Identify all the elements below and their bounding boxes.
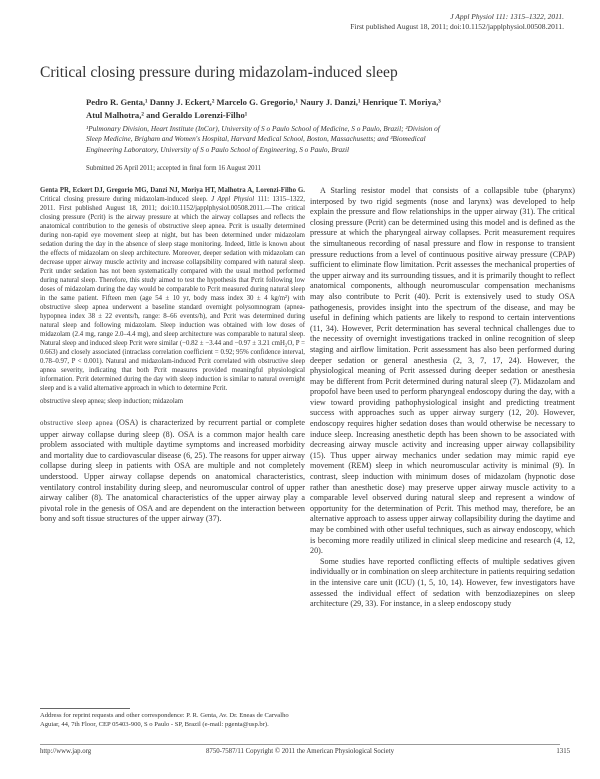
intro-text: (OSA) is characterized by recurrent partial or complete upper airway collapse during sleep (8). OSA is a common major health care problem associated with multiple daytime symptoms and increased morbidity and mortality due to cardiovascular disease (6, 25). The reasons for upper airway collapse during sleep in patients with OSA are multiple and not completely understood. Upper airway collapse depends on anatomical characteristics, ventilatory control instability during sleep, and neuromuscular control of upper airway caliber (8). The anatomical characteristics of the upper airway play a pivotal role in the genesis of OSA and are dependent on the interaction between bony and soft tissue structures of the upper airway (37). [40,418,306,524]
author-list [86,96,576,121]
journal-header [204,12,564,32]
left-column [40,186,305,525]
affiliation-line-3: Engineering Laboratory, University of S o Paulo School of Engineering, S o Paulo, Brazil [86,144,350,154]
paragraph-starling: A Starling resistor model that consists of a collapsible tube (pharynx) interposed by two rigid segments (nose and larynx) was developed to help explain the pressure and flow relationships in the upper airway (31). The critical closing pressure (Pcrit) can be determined using this model and is defined as the pressure at which the pharyngeal airway collapses. Pcrit measurement requires the simultaneous recording of nasal pressure and flow in response to transient pressure reductions from a level of continuous positive airway pressure (CPAP) sufficient to eliminate flow limitation. Pcrit assesses the mechanical properties of the upper airway and its surrounding tissues, and it is primarily thought to reflect anatomical components, although neuromuscular compensation mechanisms may also contribute to Pcrit (40). Pcrit is extensively used to study OSA pathogenesis, provides insight into the spectrum of the disease, and may be useful in defining which patients are likely to respond to certain interventions (11, 34). However, Pcrit determination has several technical challenges due to the necessity of overnight investigations tracked in online recognition of sleep staging and airflow limitation. Pcrit assessment has also been performed during deeper sedation or general anesthesia (2, 3, 7, 17, 24). However, the physiological meaning of Pcrit assessed during deeper sedation or anesthesia may be different from Pcrit determined during natural sleep (7). Midazolam and propofol have been used to perform pharyngeal endoscopy during the day, with a view toward providing pathophysiological insight and predicting treatment success with approaches such as upper airway surgery (12, 20). However, endoscopy requires higher sedation doses than would otherwise be necessary to induce sleep. Increasing anesthetic depth has been shown to be associated with decreasing airway muscle activity and increasing upper airway collapsibility (15). Thus upper airway mechanics under sedation may mimic rapid eye movement (REM) sleep in which neuromuscular activity is minimal (9). In contrast, sleep induction with minimum doses of midazolam (hypnotic dose rather than anesthetic dose) may preserve upper airway muscle activity to a comparable level observed during natural sleep and represent a window of opportunity for the determination of Pcrit. This method may, therefore, be an alternative approach to assess upper airway collapsibility during the daytime and may be combined with other useful techniques, such as airway endoscopy, which is becoming more readily utilized in clinical sleep medicine and research (4, 12, 20). [310,186,575,556]
intro-paragraph [40,418,305,525]
citation-title: Critical closing pressure during midazolam-induced sleep. [40,196,208,203]
journal-url[interactable]: http://www.jap.org [40,748,92,755]
journal-citation: J Appl Physiol 111: 1315–1322, 2011. [450,12,564,21]
copyright-line: 8750-7587/11 Copyright © 2011 the American Physiological Society [206,748,394,755]
footnote-rule [40,708,130,709]
abstract [40,186,305,406]
lead-in-smallcaps: obstructive sleep apnea [40,420,113,427]
keywords: obstructive sleep apnea; sleep induction; midazolam [40,398,184,405]
author-line-2: Atul Malhotra,² and Geraldo Lorenzi-Filho¹ [86,109,248,120]
citation-authors: Genta PR, Eckert DJ, Gregorio MG, Danzi NJ, Moriya HT, Malhotra A, Lorenzi-Filho G. [40,187,305,194]
author-line-1: Pedro R. Genta,¹ Danny J. Eckert,² Marcelo G. Gregorio,¹ Naury J. Danzi,¹ Henrique T. Moriya,³ [86,97,441,107]
paragraph-sedatives: Some studies have reported conflicting effects of multiple sedatives given individually or in combination on sleep architecture in patients requiring sedation in the intensive care unit (ICU) (1, 5, 10, 14). However, few investigators have assessed the individual effect of sedation with benzodiazepines on sleep architecture (29, 33). For instance, in a sleep endoscopy study [310,556,575,609]
footer-rule [40,744,560,745]
citation-journal: J Appl Physiol [211,196,255,203]
affiliations [86,124,576,155]
citation-details: 111: 1315–1322, 2011. First published August 18, 2011; doi:10.1152/japplphysiol.00508.2011.— [40,196,305,212]
article-title: Critical closing pressure during midazolam-induced sleep [40,64,398,81]
correspondence-footnote: Address for reprint requests and other correspondence: P. R. Genta, Av. Dr. Eneas de Carvalho Aguiar, 44, 7th Floor, CEP 05403-900, S o Paulo - SP, Brazil (e-mail: pgenta@usp.br). [40,712,289,728]
abstract-text: The critical closing pressure (Pcrit) is the airway pressure at which the airway collapses and reflects the anatomical contribution to the genesis of obstructive sleep apnea. Pcrit is usually determined during non-rapid eye movement sleep at night, but has been determined under midazolam sedation during the day in the absence of sleep stage monitoring. Indeed, little is known about the effects of midazolam on sleep architecture. Moreover, deeper sedation with midazolam can decrease upper airway muscle activity and increase collapsibility compared with natural sleep. Pcrit under sedation has not been systematically compared with the usual method performed during natural sleep. Therefore, this study aimed to test the hypothesis that Pcrit following low doses of midazolam during the day would be comparable to Pcrit measured during natural sleep in the same patient. Fifteen men (age 54 ± 10 yr, body mass index 30 ± 4 kg/m²) with obstructive sleep apnea underwent a baseline standard overnight polysomnogram (apnea-hypopnea index 38 ± 22 events/h, range: 8–66 events/h), and Pcrit was determined during natural sleep and following midazolam. Sleep induction was obtained with low doses of midazolam (2.4 mg, range 2.0–4.4 mg), and sleep architecture was comparable to natural sleep. Natural sleep and induced sleep Pcrit were similar (−0.82 ± −3.44 and −0.97 ± 3.21 cmH₂O, P = 0.663) and closely associated (intraclass correlation coefficient = 0.92; 95% confidence interval, 0.78–0.97, P < 0.001). Natural and midazolam-induced Pcrit correlated with obstructive sleep apnea severity, indicating that both Pcrit measures provided meaningful physiological information. Pcrit determined during the day with sleep induction is similar to natural overnight sleep and is a valid alternative approach in which to determine Pcrit. [40,205,305,392]
submission-dates: Submitted 26 April 2011; accepted in final form 16 August 2011 [86,165,262,172]
first-published-doi: First published August 18, 2011; doi:10.1152/japplphysiol.00508.2011. [350,22,564,31]
right-body [310,186,575,610]
affiliation-line-1: ¹Pulmonary Division, Heart Institute (InCor), University of S o Paulo School of Medicine, S o Paulo, Brazil; ²Division of [86,124,440,133]
right-column [310,186,575,610]
page-number: 1315 [556,748,570,755]
affiliation-line-2: Sleep Medicine, Brigham and Women's Hospital, Harvard Medical School, Boston, Massachusetts; and ³Biomedical [86,134,426,144]
